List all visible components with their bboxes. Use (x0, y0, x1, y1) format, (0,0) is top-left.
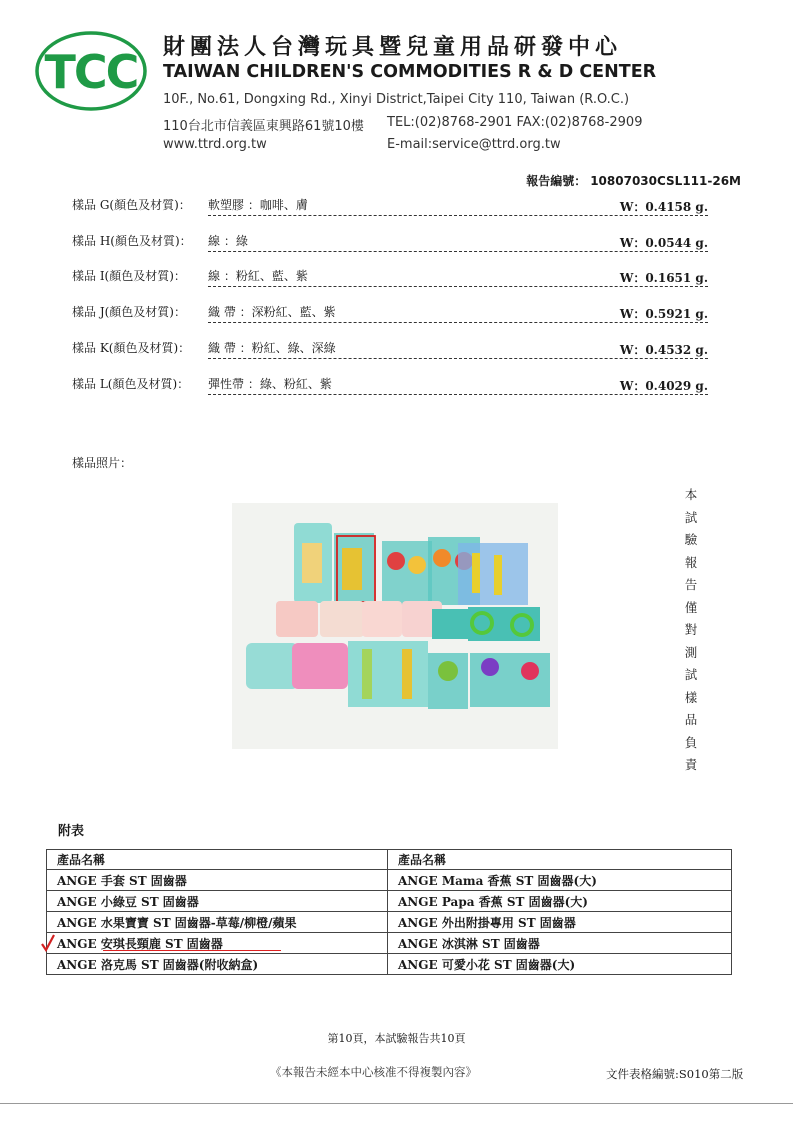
tel-fax: TEL:(02)8768-2901 FAX:(02)8768-2909 (387, 115, 643, 130)
sample-weight: W：0.1651 g. (619, 271, 708, 285)
sample-label: 樣品 I(顏色及材質)： (72, 269, 186, 283)
column-header: 產品名稱 (47, 850, 388, 870)
org-name-en: TAIWAN CHILDREN'S COMMODITIES R & D CENTER (163, 62, 657, 82)
sample-label: 樣品 H(顏色及材質)： (72, 234, 192, 248)
table-row (47, 891, 732, 912)
table-cell-highlighted (47, 933, 388, 954)
email-link[interactable]: E-mail:service@ttrd.org.tw (387, 137, 561, 152)
sample-label: 樣品 G(顏色及材質)： (72, 198, 191, 212)
sample-row (72, 232, 708, 258)
sample-weight: W：0.0544 g. (619, 236, 708, 250)
tcc-logo-text: TCC (44, 45, 138, 99)
table-cell: ANGE 手套 ST 固齒器 (47, 870, 388, 891)
report-number-label: 報告編號： (526, 174, 587, 188)
sample-material: 織 帶 ：粉紅、綠、深綠 (208, 341, 336, 355)
table-row (47, 933, 732, 954)
table-row (47, 870, 732, 891)
sample-row (72, 267, 708, 293)
checkmark-icon (41, 934, 55, 952)
sample-label: 樣品 L(顏色及材質)： (72, 377, 190, 391)
sample-row (72, 196, 708, 222)
table-row (47, 954, 732, 975)
dashed-divider (208, 322, 708, 323)
table-header-row (47, 850, 732, 870)
report-number-value: 10807030CSL111-26M (590, 174, 741, 188)
bottom-divider (0, 1103, 793, 1104)
report-number (522, 172, 741, 189)
dashed-divider (208, 215, 708, 216)
sample-material: 線 ：綠 (208, 234, 248, 248)
sample-label: 樣品 J(顏色及材質)： (72, 305, 186, 319)
sample-row (72, 303, 708, 329)
org-name-zh: 財團法人台灣玩具暨兒童用品研發中心 (163, 34, 623, 60)
copy-notice: 《本報告未經本中心核准不得複製內容》 (270, 1065, 477, 1079)
dashed-divider (208, 358, 708, 359)
table-cell: ANGE Mama 香蕉 ST 固齒器(大) (388, 870, 732, 891)
sample-weight: W：0.4029 g. (619, 379, 708, 393)
page-number: 第10頁，本試驗報告共10頁 (327, 1032, 466, 1045)
table-cell: ANGE 小綠豆 ST 固齒器 (47, 891, 388, 912)
website-link[interactable]: www.ttrd.org.tw (163, 137, 267, 152)
table-cell: ANGE Papa 香蕉 ST 固齒器(大) (388, 891, 732, 912)
sample-photo-label: 樣品照片： (72, 456, 133, 470)
sample-material: 軟塑膠 ：咖啡、膚 (208, 198, 308, 212)
address-zh: 110台北市信義區東興路61號10樓 (163, 119, 364, 134)
column-header: 產品名稱 (388, 850, 732, 870)
table-cell: ANGE 洛克馬 ST 固齒器(附收納盒) (47, 954, 388, 975)
table-row (47, 912, 732, 933)
sample-weight: W：0.5921 g. (619, 307, 708, 321)
sample-material: 線 ：粉紅、藍、紫 (208, 269, 308, 283)
table-cell: ANGE 冰淇淋 ST 固齒器 (388, 933, 732, 954)
product-table (46, 849, 732, 975)
sample-material: 織 帶 ：深粉紅、藍、紫 (208, 305, 336, 319)
table-cell-text: ANGE 安琪長頸鹿 ST 固齒器 (57, 936, 223, 951)
sample-weight: W：0.4158 g. (619, 200, 708, 214)
sample-material: 彈性帶 ：綠、粉紅、紫 (208, 377, 332, 391)
table-cell: ANGE 水果寶寶 ST 固齒器-草莓/柳橙/蘋果 (47, 912, 388, 933)
tcc-logo (34, 28, 148, 114)
appendix-title: 附表 (58, 824, 85, 839)
highlight-underline (103, 950, 281, 951)
table-cell: ANGE 外出附掛專用 ST 固齒器 (388, 912, 732, 933)
sample-weight: W：0.4532 g. (619, 343, 708, 357)
sample-row (72, 375, 708, 401)
address-en: 10F., No.61, Dongxing Rd., Xinyi District,Taipei City 110, Taiwan (R.O.C.) (163, 92, 630, 107)
dashed-divider (208, 394, 708, 395)
sample-photo (232, 503, 558, 749)
form-number: 文件表格編號:S010第二版 (606, 1067, 744, 1081)
sample-label: 樣品 K(顏色及材質)： (72, 341, 191, 355)
vertical-disclaimer: 本試驗報告僅對測試樣品負責 (684, 487, 698, 772)
table-cell: ANGE 可愛小花 ST 固齒器(大) (388, 954, 732, 975)
dashed-divider (208, 286, 708, 287)
sample-row (72, 339, 708, 365)
dashed-divider (208, 251, 708, 252)
